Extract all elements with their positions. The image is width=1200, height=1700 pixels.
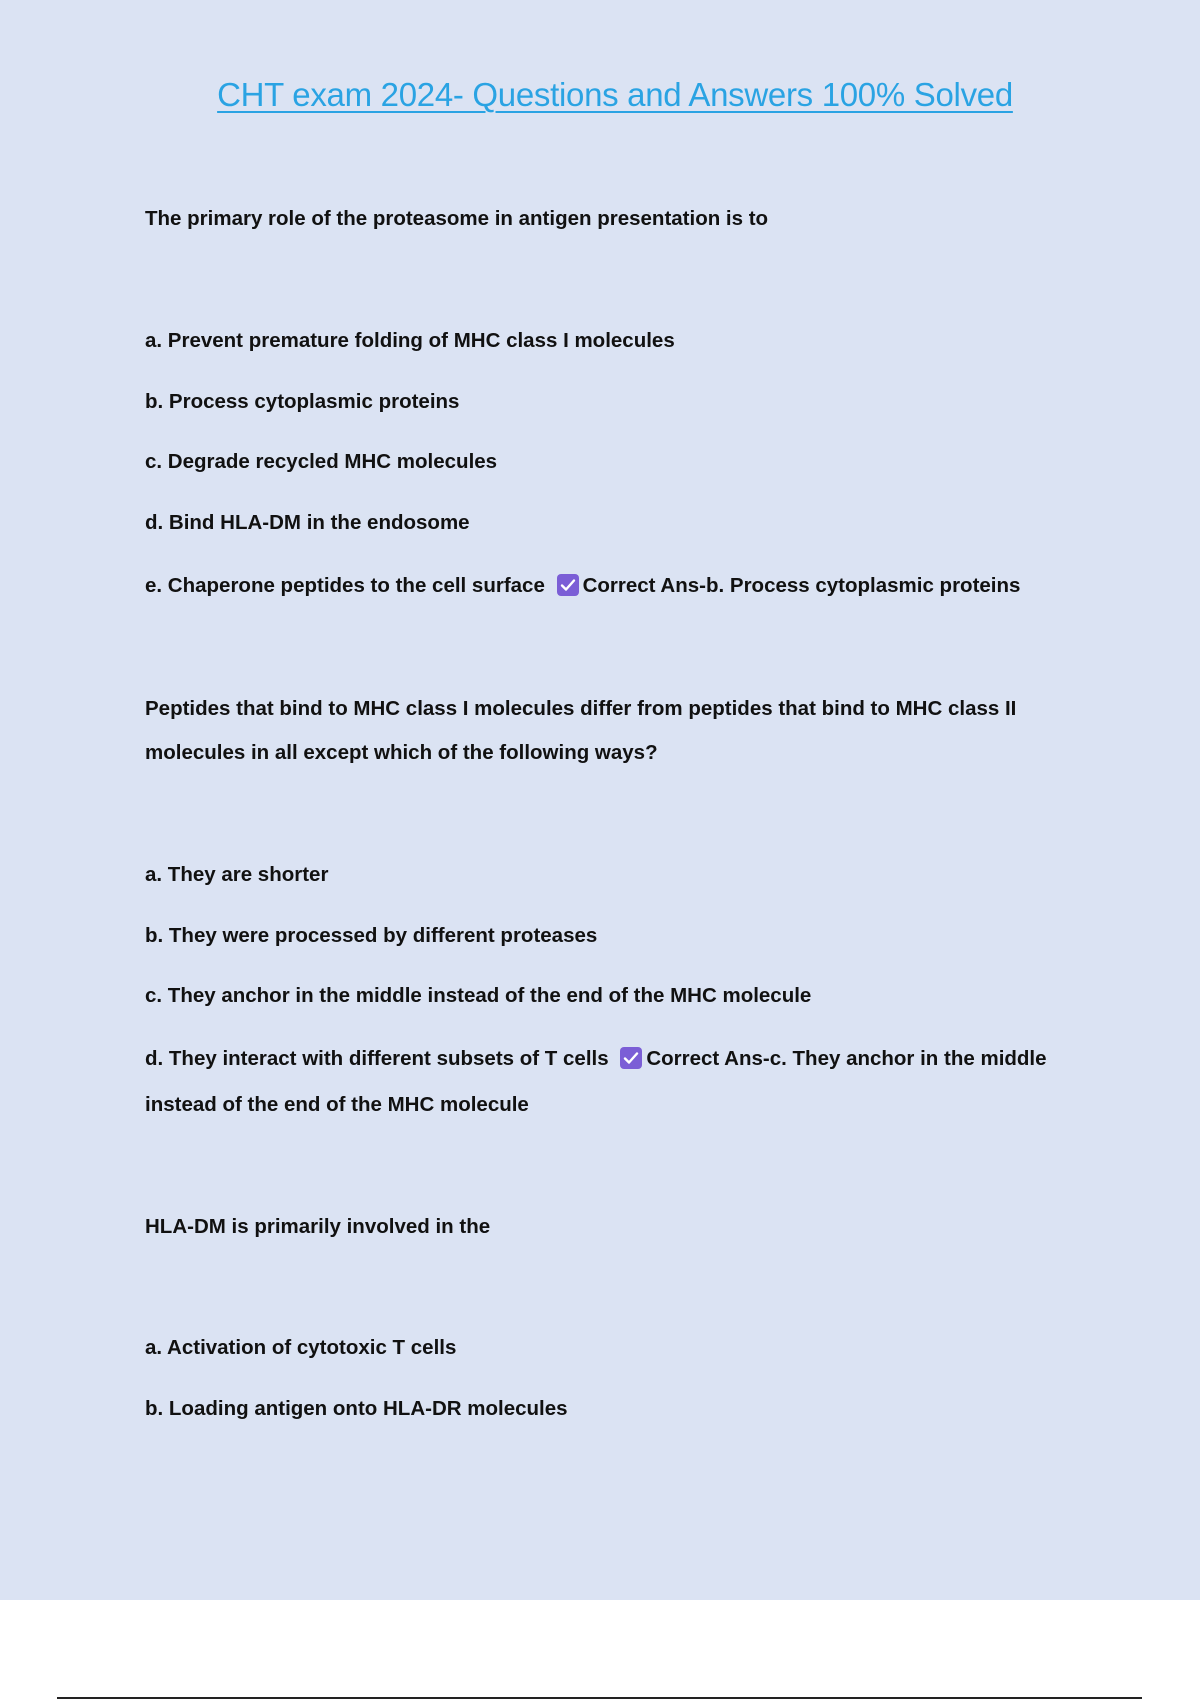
question-1-option-c: c. Degrade recycled MHC molecules (145, 450, 498, 473)
footer-divider (57, 1697, 1142, 1699)
question-3-option-b: b. Loading antigen onto HLA-DR molecules (145, 1397, 568, 1420)
question-1-stem: The primary role of the proteasome in antigen presentation is to (145, 207, 769, 230)
question-2-option-c: c. They anchor in the middle instead of the end of the MHC molecule (145, 984, 812, 1007)
question-1-option-e-with-answer (145, 574, 1020, 598)
check-box-icon (557, 574, 579, 596)
check-box-icon (620, 1047, 642, 1069)
question-2-correct-answer-line-1: Correct Ans-c. They anchor in the middle (646, 1047, 1047, 1070)
question-2-stem-line-1: Peptides that bind to MHC class I molecules differ from peptides that bind to MHC class II (145, 697, 1017, 720)
question-3-option-a: a. Activation of cytotoxic T cells (145, 1336, 457, 1359)
question-1-correct-answer: Correct Ans-b. Process cytoplasmic proteins (582, 574, 1021, 597)
document-title: CHT exam 2024- Questions and Answers 100% Solved (217, 76, 1013, 113)
question-1-option-a: a. Prevent premature folding of MHC class I molecules (145, 329, 675, 352)
question-2-option-b: b. They were processed by different proteases (145, 924, 598, 947)
question-2-stem-line-2: molecules in all except which of the following ways? (145, 741, 658, 764)
question-2-option-a: a. They are shorter (145, 863, 329, 886)
question-2-option-d-with-answer (145, 1047, 1047, 1071)
question-3-stem: HLA-DM is primarily involved in the (145, 1215, 491, 1238)
question-1-option-e: e. Chaperone peptides to the cell surface (145, 574, 545, 597)
question-1-option-d: d. Bind HLA-DM in the endosome (145, 511, 470, 534)
question-1-option-b: b. Process cytoplasmic proteins (145, 390, 460, 413)
question-2-correct-answer-line-2: instead of the end of the MHC molecule (145, 1093, 529, 1116)
question-2-option-d: d. They interact with different subsets of T cells (145, 1047, 609, 1070)
